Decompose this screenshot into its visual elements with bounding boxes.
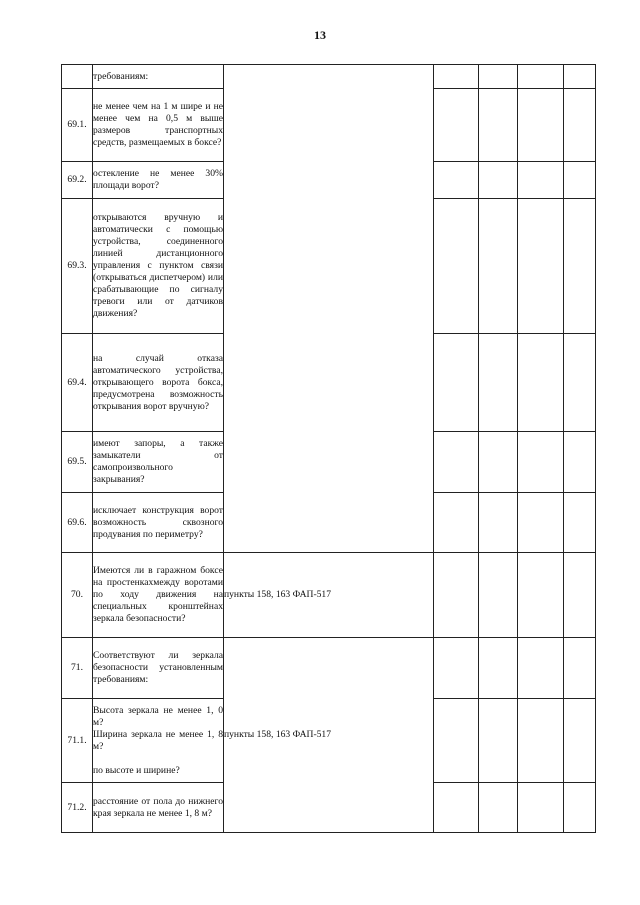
answer-cell — [564, 553, 596, 638]
answer-cell — [479, 553, 518, 638]
item-number: 71. — [62, 638, 93, 699]
item-number: 69.3. — [62, 199, 93, 334]
question-cell: расстояние от пола до нижнего края зеркала не менее 1, 8 м? — [93, 783, 224, 833]
item-number: 71.1. — [62, 699, 93, 783]
item-number: 69.5. — [62, 432, 93, 493]
answer-cell — [479, 432, 518, 493]
answer-cell — [434, 638, 479, 699]
question-cell: Имеются ли в гаражном боксе на простенкахмежду воротами по ходу движения на специальных кронштейнах зеркала безопасности? — [93, 553, 224, 638]
reference-cell — [224, 65, 434, 553]
reference-cell: пункты 158, 163 ФАП-517 — [224, 638, 434, 833]
question-line: по высоте и ширине? — [93, 764, 180, 776]
answer-cell — [434, 89, 479, 162]
answer-cell — [518, 432, 564, 493]
item-number: 69.4. — [62, 334, 93, 432]
answer-cell — [564, 699, 596, 783]
answer-cell — [434, 493, 479, 553]
answer-cell — [564, 162, 596, 199]
question-cell: на случай отказа автоматического устройства, открывающего ворота бокса, предусмотрена возможность открывания ворот вручную? — [93, 334, 224, 432]
table-row — [62, 65, 596, 89]
answer-cell — [479, 65, 518, 89]
table-row — [62, 553, 596, 638]
item-number: 69.6. — [62, 493, 93, 553]
answer-cell — [564, 199, 596, 334]
item-number: 69.2. — [62, 162, 93, 199]
question-cell: остекление не менее 30% площади ворот? — [93, 162, 224, 199]
answer-cell — [434, 699, 479, 783]
answer-cell — [564, 89, 596, 162]
answer-cell — [518, 89, 564, 162]
table-row — [62, 638, 596, 699]
answer-cell — [518, 553, 564, 638]
question-line: Ширина зеркала не менее 1, 8 м? — [93, 728, 223, 752]
answer-cell — [564, 334, 596, 432]
question-cell: открываются вручную и автоматически с помощью устройства, соединенного линией дистанционного управления с пунктом связи (открываться диспетчером) или срабатывающие по сигналу тревоги или от датчиков движения? — [93, 199, 224, 334]
answer-cell — [564, 432, 596, 493]
answer-cell — [518, 783, 564, 833]
answer-cell — [564, 638, 596, 699]
answer-cell — [564, 493, 596, 553]
answer-cell — [479, 162, 518, 199]
answer-cell — [518, 334, 564, 432]
item-number — [62, 65, 93, 89]
answer-cell — [479, 638, 518, 699]
answer-cell — [479, 783, 518, 833]
question-cell: имеют запоры, а также замыкатели от самопроизвольного закрывания? — [93, 432, 224, 493]
answer-cell — [434, 553, 479, 638]
answer-cell — [518, 199, 564, 334]
answer-cell — [479, 199, 518, 334]
question-cell — [93, 699, 224, 783]
answer-cell — [518, 65, 564, 89]
answer-cell — [434, 432, 479, 493]
answer-cell — [479, 89, 518, 162]
answer-cell — [518, 638, 564, 699]
answer-cell — [479, 699, 518, 783]
item-number: 71.2. — [62, 783, 93, 833]
reference-cell: пункты 158, 163 ФАП-517 — [224, 553, 434, 638]
question-cell: исключает конструкция ворот возможность сквозного продувания по периметру? — [93, 493, 224, 553]
answer-cell — [434, 199, 479, 334]
checklist-table — [61, 64, 596, 833]
answer-cell — [518, 493, 564, 553]
question-line: Высота зеркала не менее 1, 0 м? — [93, 704, 223, 728]
answer-cell — [479, 334, 518, 432]
answer-cell — [479, 493, 518, 553]
answer-cell — [434, 783, 479, 833]
answer-cell — [564, 783, 596, 833]
item-number: 70. — [62, 553, 93, 638]
question-cell: Соответствуют ли зеркала безопасности установленным требованиям: — [93, 638, 224, 699]
page-number: 13 — [314, 28, 326, 42]
answer-cell — [518, 162, 564, 199]
question-cell: требованиям: — [93, 65, 224, 89]
answer-cell — [434, 65, 479, 89]
answer-cell — [434, 162, 479, 199]
answer-cell — [564, 65, 596, 89]
item-number: 69.1. — [62, 89, 93, 162]
answer-cell — [518, 699, 564, 783]
answer-cell — [434, 334, 479, 432]
question-cell: не менее чем на 1 м шире и не менее чем на 0,5 м выше размеров транспортных средств, размещаемых в боксе? — [93, 89, 224, 162]
